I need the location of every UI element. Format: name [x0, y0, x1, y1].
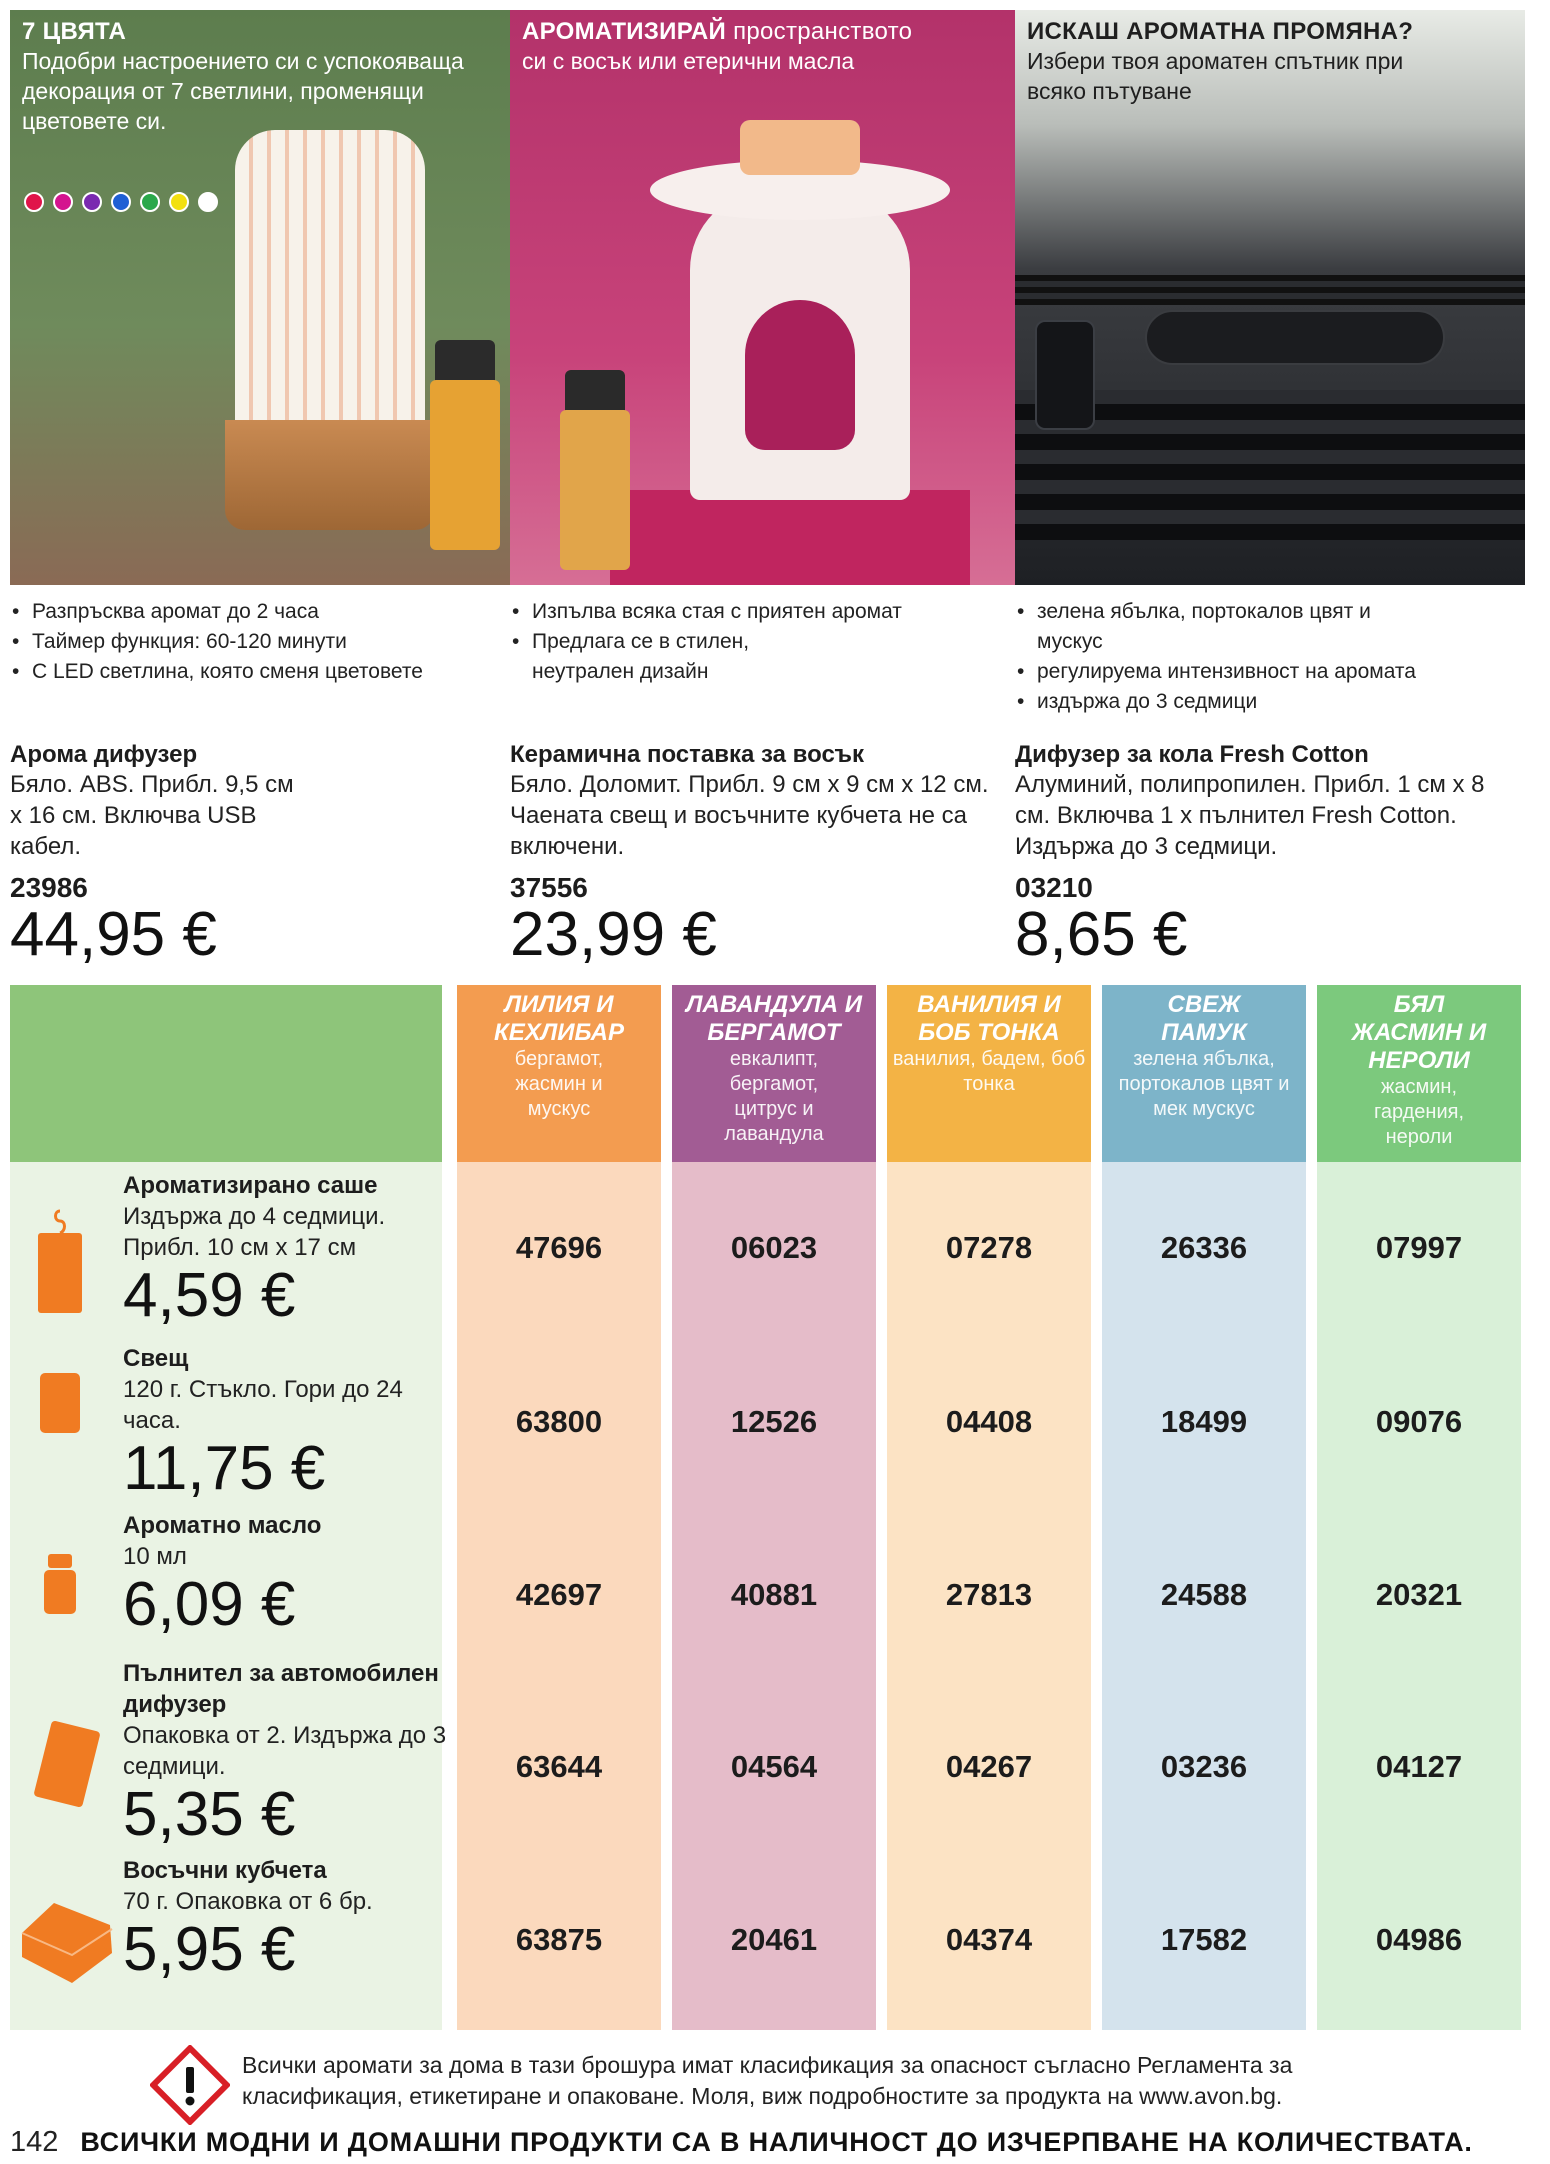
car-diffuser-clip-image	[1145, 310, 1445, 365]
row-description: 70 г. Опаковка от 6 бр.	[123, 1888, 373, 1915]
scent-header	[887, 985, 1091, 1162]
product-code-cell[interactable]: 40881	[730, 1577, 818, 1612]
row-price: 11,75 €	[123, 1434, 326, 1503]
row-price: 4,59 €	[123, 1261, 296, 1330]
product-code-cell[interactable]: 42697	[515, 1577, 603, 1612]
light-color-dot	[169, 192, 189, 212]
light-color-dot	[24, 192, 44, 212]
scent-table	[10, 985, 1525, 2030]
row-title: Ароматизирано саше	[123, 1172, 378, 1199]
row-title: Пълнител за автомобилен дифузер	[123, 1660, 439, 1718]
row-title: Восъчни кубчета	[123, 1857, 327, 1884]
caption-title-bold: АРОМАТИЗИРАЙ	[522, 18, 727, 45]
scent-notes: ванилия, бадем, боб тонка	[892, 1048, 1086, 1095]
light-color-dot	[53, 192, 73, 212]
feature-item: • Изпълва всяка стая с приятен аромат	[510, 597, 1015, 627]
product-code-cell[interactable]: 04408	[945, 1404, 1033, 1439]
product-code-cell[interactable]: 63875	[515, 1922, 603, 1957]
product-code-cell[interactable]: 12526	[730, 1404, 818, 1439]
scent-header	[1102, 985, 1306, 1162]
availability-notice: ВСИЧКИ МОДНИ И ДОМАШНИ ПРОДУКТИ СА В НАЛИЧНОСТ ДО ИЗЧЕРПВАНЕ НА КОЛИЧЕСТВАТА.	[80, 2127, 1473, 2157]
scent-body	[1317, 1162, 1521, 2030]
product-code-cell[interactable]: 47696	[515, 1230, 603, 1265]
product-type-column	[10, 985, 447, 2030]
row-description: 10 мл	[123, 1543, 187, 1570]
car-refill-icon	[24, 1713, 114, 1813]
product-code-cell[interactable]: 04267	[945, 1749, 1033, 1784]
product-name: Арома дифузер	[10, 741, 198, 768]
table-row-sachet[interactable]	[10, 1162, 442, 1337]
car-vent-image	[1015, 275, 1525, 305]
product-description: Бяло. ABS. Прибл. 9,5 см х 16 см. Включва USB кабел.	[10, 771, 294, 860]
row-text	[123, 1343, 443, 1502]
hazard-warning-icon	[150, 2045, 230, 2125]
feature-list	[510, 597, 1015, 725]
feature-list	[1015, 597, 1525, 725]
light-color-dot	[140, 192, 160, 212]
feature-item: • зелена ябълка, портокалов цвят и мускус	[1015, 597, 1375, 657]
product-car-diffuser[interactable]	[1015, 10, 1525, 969]
scent-name: СВЕЖ ПАМУК	[1161, 991, 1247, 1046]
table-row-car-refill[interactable]	[10, 1658, 447, 1851]
oil-bottle-image	[560, 410, 630, 570]
row-price: 5,95 €	[123, 1915, 296, 1984]
product-code-cell[interactable]: 03236	[1160, 1749, 1248, 1784]
diffuser-base-image	[225, 420, 435, 530]
row-title: Ароматно масло	[123, 1512, 322, 1539]
product-code-cell[interactable]: 07278	[945, 1230, 1033, 1265]
scent-column-lavender-bergamot[interactable]	[672, 985, 876, 2030]
sachet-icon	[32, 1207, 88, 1317]
light-color-dot	[198, 192, 218, 212]
scent-column-lily-amber[interactable]	[457, 985, 661, 2030]
hazard-notice: Всички аромати за дома в тази брошура имат класификация за опасност съгласно Регламента за класификация, етикетиране и опаковане. Моля, виж подробностите за продукта на www.avon.bg.	[242, 2052, 1293, 2109]
scent-column-white-jasmine-neroli[interactable]	[1317, 985, 1521, 2030]
product-price: 44,95 €	[10, 900, 217, 969]
scent-name: ВАНИЛИЯ И БОБ ТОНКА	[917, 991, 1061, 1046]
row-text	[123, 1510, 443, 1638]
product-code-cell[interactable]: 07997	[1375, 1230, 1463, 1265]
page-footer	[10, 2126, 1473, 2159]
row-text	[123, 1170, 453, 1329]
product-code: 23986	[10, 872, 88, 903]
product-code-cell[interactable]: 20321	[1375, 1577, 1463, 1612]
product-name: Керамична поставка за восък	[510, 741, 864, 768]
product-description: Алуминий, полипропилен. Прибл. 1 см х 8 см. Включва 1 х пълнител Fresh Cotton. Издържа до 3 седмици.	[1015, 771, 1485, 860]
caption-title: ИСКАШ АРОМАТНА ПРОМЯНА?	[1027, 18, 1414, 45]
wax-cubes-icon	[14, 1891, 118, 1987]
feature-item: • издържа до 3 седмици	[1015, 687, 1525, 717]
feature-item: • регулируема интензивност на аромата	[1015, 657, 1525, 687]
caption-title-rest: пространството	[726, 18, 913, 45]
scent-body	[1102, 1162, 1306, 2030]
scent-header	[457, 985, 661, 1162]
caption-title	[522, 18, 912, 46]
oil-bottle-image	[430, 380, 500, 550]
pedestal-image	[610, 490, 970, 585]
product-code: 03210	[1015, 872, 1093, 903]
scent-name: БЯЛ ЖАСМИН И НЕРОЛИ	[1351, 991, 1487, 1074]
product-code-cell[interactable]: 06023	[730, 1230, 818, 1265]
page-number: 142	[10, 2126, 59, 2158]
scent-header	[1317, 985, 1521, 1162]
feature-list	[10, 597, 515, 725]
product-code-cell[interactable]: 04564	[730, 1749, 818, 1784]
row-text	[123, 1658, 453, 1848]
product-code-cell[interactable]: 20461	[730, 1922, 818, 1957]
light-color-dot	[82, 192, 102, 212]
product-code-cell[interactable]: 63644	[515, 1749, 603, 1784]
product-code-cell[interactable]: 04986	[1375, 1922, 1463, 1957]
product-description: Бяло. Доломит. Прибл. 9 см х 9 см х 12 см. Чаената свещ и восъчните кубчета не са включени.	[510, 771, 989, 860]
aroma-diffuser-photo	[10, 10, 515, 585]
product-price: 8,65 €	[1015, 900, 1188, 969]
photo-caption	[522, 18, 912, 76]
scent-body	[672, 1162, 876, 2030]
scent-notes: бергамот, жасмин и мускус	[514, 1048, 604, 1120]
scent-column-fresh-cotton[interactable]	[1102, 985, 1306, 2030]
caption-text: Подобри настроението си с успокояваща декорация от 7 светлини, променящи цветовете си.	[22, 48, 464, 134]
car-diffuser-photo	[1015, 10, 1525, 585]
top-products	[0, 0, 1550, 980]
scent-notes: евкалипт, бергамот, цитрус и лавандула	[724, 1048, 824, 1145]
product-code-cell[interactable]: 63800	[515, 1404, 603, 1439]
row-description: 120 г. Стъкло. Гори до 24 часа.	[123, 1376, 403, 1434]
product-code-cell[interactable]: 26336	[1160, 1230, 1248, 1265]
feature-item: • С LED светлина, която сменя цветовете	[10, 657, 515, 687]
product-code-cell[interactable]: 27813	[945, 1577, 1033, 1612]
wax-cube-image	[740, 120, 860, 175]
photo-caption	[1027, 18, 1447, 106]
product-name: Дифузер за кола Fresh Cotton	[1015, 741, 1369, 768]
candle-icon	[32, 1367, 88, 1437]
diffuser-body-image	[235, 130, 425, 430]
row-title: Свещ	[123, 1345, 189, 1372]
scent-body	[887, 1162, 1091, 2030]
table-corner-header	[10, 985, 442, 1162]
row-description: Опаковка от 2. Издържа до 3 седмици.	[123, 1722, 447, 1780]
row-price: 6,09 €	[123, 1570, 296, 1639]
burner-opening-image	[745, 300, 855, 450]
scent-name: ЛАВАНДУЛА И БЕРГАМОТ	[686, 991, 862, 1046]
caption-title: 7 ЦВЯТА	[22, 18, 127, 45]
product-ceramic-wax-burner[interactable]	[510, 10, 1015, 969]
product-code-cell[interactable]: 17582	[1160, 1922, 1248, 1957]
row-description: Издържа до 4 седмици. Прибл. 10 см х 17 см	[123, 1203, 386, 1261]
photo-caption	[22, 18, 502, 136]
table-row-wax-cubes[interactable]	[10, 1851, 442, 2030]
row-price: 5,35 €	[123, 1780, 296, 1849]
product-price: 23,99 €	[510, 900, 717, 969]
row-text	[123, 1855, 443, 1983]
table-row-candle[interactable]	[10, 1337, 442, 1510]
product-code: 37556	[510, 872, 588, 903]
feature-item: • Предлага се в стилен, неутрален дизайн	[510, 627, 800, 687]
product-aroma-diffuser[interactable]	[10, 10, 515, 969]
feature-item: • Разпръсква аромат до 2 часа	[10, 597, 515, 627]
scent-column-vanilla-tonka[interactable]	[887, 985, 1091, 2030]
product-code-cell[interactable]: 04374	[945, 1922, 1033, 1957]
product-code-cell[interactable]: 24588	[1160, 1577, 1248, 1612]
light-color-dots	[24, 192, 218, 212]
scent-name: ЛИЛИЯ И КЕХЛИБАР	[494, 991, 624, 1046]
caption-text: си с восък или етерични масла	[522, 48, 855, 74]
vent-knob-image	[1035, 320, 1095, 430]
scent-notes: жасмин, гардения, нероли	[1373, 1076, 1465, 1148]
product-code-cell[interactable]: 09076	[1375, 1404, 1463, 1439]
product-code-cell[interactable]: 18499	[1160, 1404, 1248, 1439]
caption-text: Избери твоя ароматен спътник при всяко пътуване	[1027, 48, 1404, 104]
scent-header	[672, 985, 876, 1162]
table-row-aroma-oil[interactable]	[10, 1510, 442, 1658]
oil-bottle-icon	[32, 1550, 88, 1620]
wax-burner-photo	[510, 10, 1015, 585]
feature-item: • Таймер функция: 60-120 минути	[10, 627, 515, 657]
light-color-dot	[111, 192, 131, 212]
product-code-cell[interactable]: 04127	[1375, 1749, 1463, 1784]
scent-notes: зелена ябълка, портокалов цвят и мек мускус	[1118, 1048, 1290, 1120]
scent-body	[457, 1162, 661, 2030]
